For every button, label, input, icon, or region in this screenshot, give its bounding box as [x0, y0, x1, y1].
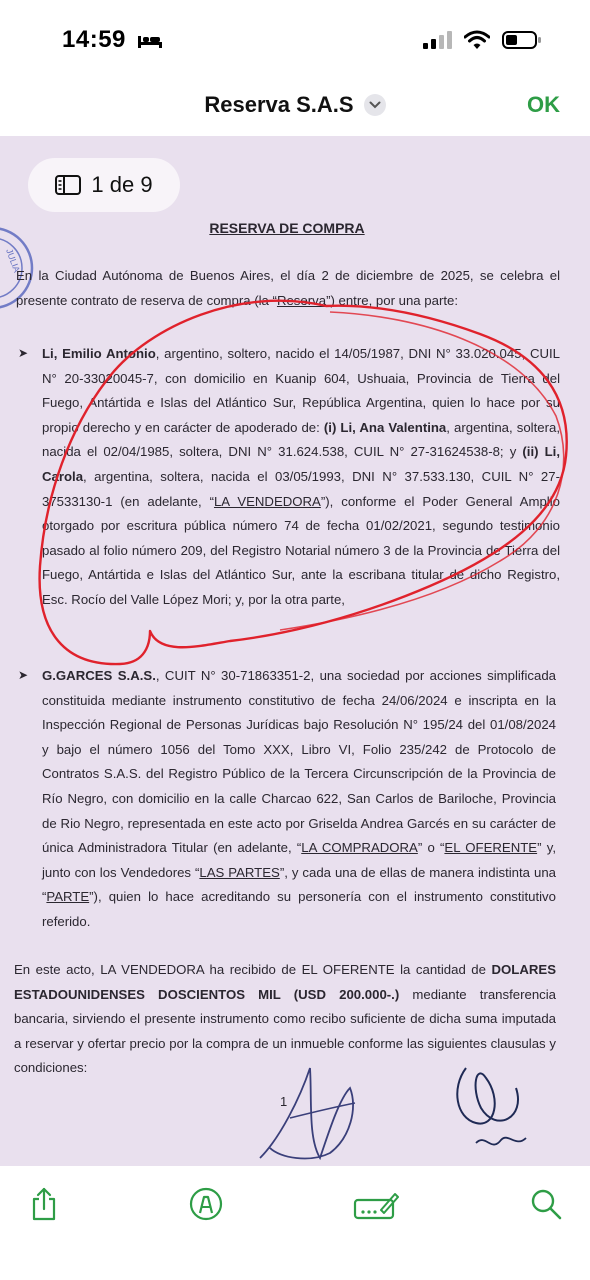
party2-defined-term-4: PARTE	[46, 889, 90, 905]
party2-text-3: ” y, junto con los Vendedores “	[42, 840, 556, 880]
closing-text-1: En este acto, LA VENDEDORA ha recibido de EL OFERENTE la cantidad de	[14, 962, 492, 977]
bullet-icon: ➤	[18, 346, 29, 360]
party2-text-4: ”, y cada una de ellas de manera indistinta una “	[42, 864, 556, 905]
party1-principal-1: (i) Li, Ana Valentina	[323, 419, 447, 435]
chevron-down-icon	[369, 101, 381, 109]
party1-text-1: , argentino, soltero, nacido el 14/05/1987, DNI N° 33.020.045, CUIL N° 20-33020045-7, con domicilio en Kuanip 604, Ushuaia, Provincia de Tierra del Fuego, Antártida e Islas del Atlántico Sur, República Argentina, quien lo hace por su propio derecho y en carácter de apoderado de:	[42, 346, 560, 435]
bed-icon	[137, 33, 163, 49]
closing-text-2: mediante transferencia bancaria, sirviendo el presente instrumento como recibo suficiente de dicha suma imputada a reservar y ofertar precio por la compra de un inmueble conforme las siguientes clausulas y condiciones:	[14, 986, 557, 1076]
party2-name: G.GARCES S.A.S.	[42, 668, 156, 683]
document-view[interactable]	[0, 136, 590, 1166]
party1-defined-term: LA VENDEDORA	[213, 493, 321, 509]
document-page	[0, 136, 590, 1166]
signature-icon	[353, 1188, 399, 1220]
battery-icon	[502, 30, 542, 50]
signature-left	[250, 1058, 370, 1166]
party2-defined-term-1: LA COMPRADORA	[301, 840, 418, 856]
party1-text-3: , argentina, soltera, nacida el 03/05/1993, DNI N° 37.533.130, CUIL N° 27-37533130-1 (en adelante, “	[42, 468, 560, 509]
ok-button[interactable]: OK	[527, 92, 560, 117]
status-icons	[422, 30, 542, 50]
bullet-icon: ➤	[18, 668, 29, 682]
document-title: Reserva S.A.S	[204, 92, 354, 117]
party1-principal-2: (ii) Li, Carola	[42, 444, 560, 484]
markup-button[interactable]	[186, 1184, 226, 1224]
intro-paragraph	[16, 264, 560, 313]
party2-defined-term-3: LAS PARTES	[199, 864, 280, 880]
signature-right	[446, 1048, 546, 1158]
status-time	[62, 26, 163, 54]
page-number: 1	[280, 1094, 288, 1109]
party1-name: Li, Emilio Antonio	[42, 346, 156, 361]
nav-bar	[0, 80, 590, 136]
wifi-icon	[464, 30, 490, 50]
nav-title-area[interactable]	[0, 92, 590, 118]
party1-text-4: ”), conforme el Poder General Amplio otorgado por escritura pública número 74 de fecha 01/02/2021, segundo testimonio pasado al folio número 209, del Registro Notarial número 3 de la Provincia de Tierra del Fuego, Antártida e Islas del Atlántico Sur, ante la escribana titular de dicho Registro, Esc. Rocío del Valle López Mori; y, por la otra parte,	[42, 493, 560, 607]
party2-text-2: ” o “	[417, 840, 445, 856]
svg-text:JULIA: JULIA	[4, 247, 22, 274]
share-button[interactable]	[24, 1184, 64, 1224]
share-icon	[30, 1187, 58, 1221]
party2-paragraph	[42, 664, 556, 935]
signal-icon	[422, 31, 452, 49]
page-indicator-label: 1 de 9	[91, 172, 153, 197]
closing-amount: DOLARES ESTADOUNIDENSES DOSCIENTOS MIL (USD 200.000-.)	[14, 962, 556, 1002]
status-bar	[0, 0, 590, 80]
page-indicator[interactable]	[28, 158, 180, 212]
intro-text-2: ”) entre, por una parte:	[326, 292, 459, 308]
party1-paragraph	[42, 342, 560, 613]
party2-text-1: , CUIT N° 30-71863351-2, una sociedad por acciones simplificada constituida mediante instrumento constitutivo de fecha 24/06/2024 e inscripta en la Inspección Regional de Personas Jurídicas bajo Resolución N° 195/24 del 01/08/2024 y bajo el número 1056 del Tomo XXX, Libro VI, Folio 235/242 de Protocolo de Contratos S.A.S. del Registro Público de la Tercera Circunscripción de la Provincia de Río Negro, con domicilio en la calle Charcao 622, San Carlos de Bariloche, Provincia de Rio Negro, representada en este acto por Griselda Andrea Garcés en su carácter de única Administradora Titular (en adelante, “	[42, 668, 556, 856]
markup-icon	[189, 1187, 223, 1221]
bottom-toolbar	[0, 1166, 590, 1280]
party2-defined-term-2: EL OFERENTE	[444, 840, 538, 856]
signature-button[interactable]	[352, 1184, 400, 1224]
party2-text-5: ”), quien lo hace acreditando su personería con el instrumento constitutivo referido.	[42, 889, 556, 929]
search-icon	[530, 1188, 562, 1220]
clock-text: 14:59	[62, 26, 126, 53]
contract-title: RESERVA DE COMPRA	[209, 220, 365, 236]
title-menu-button[interactable]	[364, 94, 386, 116]
intro-text-1: En la Ciudad Autónoma de Buenos Aires, el día 2 de diciembre de 2025, se celebra el presente contrato de reserva de compra (la “	[16, 268, 560, 308]
sidebar-icon	[55, 175, 81, 195]
party1-text-2: , argentina, soltera, nacida el 02/04/1985, soltera, DNI N° 31.624.538, CUIL N° 27-31624538-8; y	[42, 419, 560, 460]
search-button[interactable]	[526, 1184, 566, 1224]
intro-defined-term: Reserva	[276, 292, 327, 308]
